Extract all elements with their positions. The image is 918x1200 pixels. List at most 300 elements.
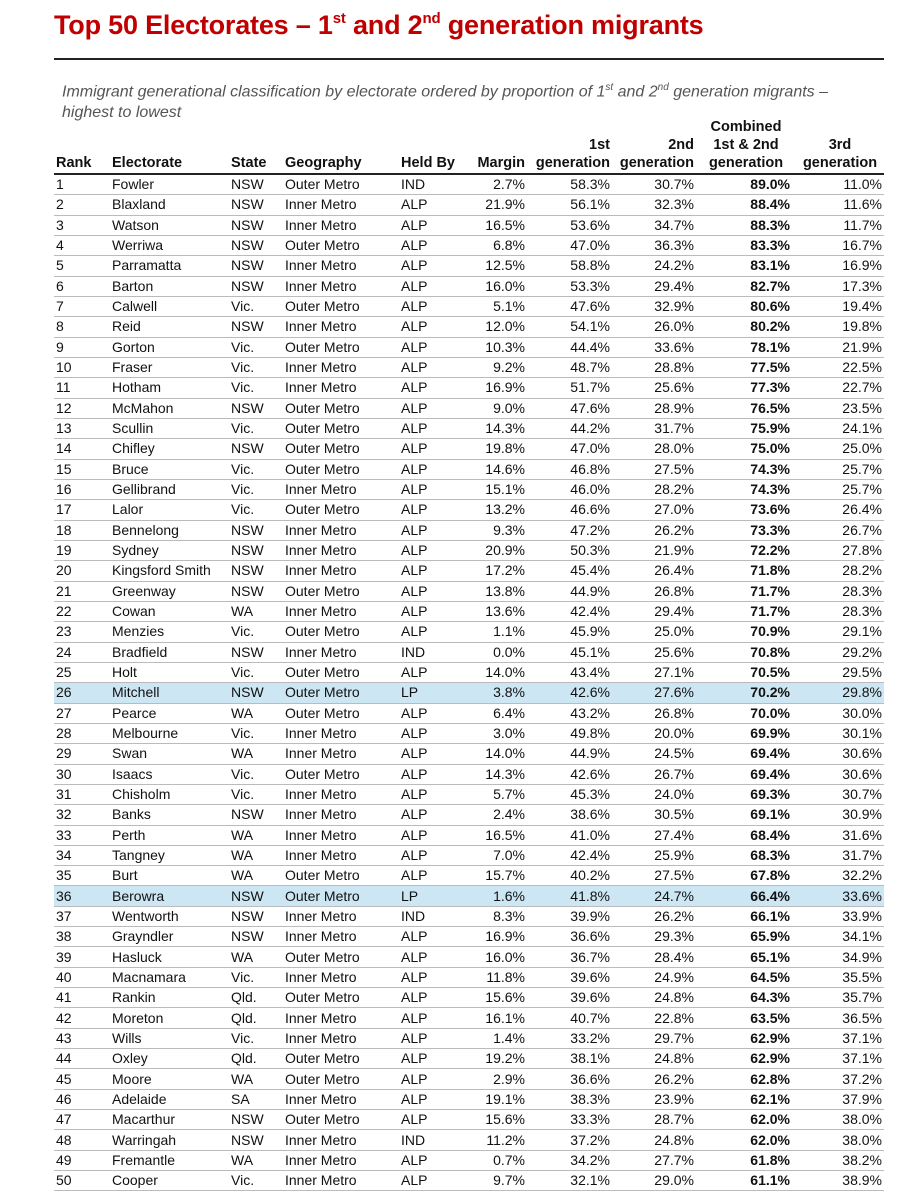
electorate-cell: Blaxland: [110, 195, 229, 215]
electorate-cell: Barton: [110, 276, 229, 296]
first-gen-cell: 44.9%: [527, 581, 612, 601]
rank-cell: 6: [54, 276, 110, 296]
margin-cell: 8.3%: [459, 906, 527, 926]
second-gen-cell: 28.8%: [612, 357, 696, 377]
electorate-cell: Oxley: [110, 1049, 229, 1069]
electorate-cell: Fraser: [110, 357, 229, 377]
first-gen-cell: 45.1%: [527, 642, 612, 662]
margin-cell: 15.1%: [459, 479, 527, 499]
margin-cell: 16.9%: [459, 378, 527, 398]
table-row: [54, 337, 884, 357]
combined-cell: 63.5%: [696, 1008, 796, 1028]
third-gen-cell: 11.6%: [796, 195, 884, 215]
rank-cell: 28: [54, 723, 110, 743]
state-cell: Qld.: [229, 1008, 283, 1028]
held-by-cell: ALP: [399, 540, 459, 560]
electorate-cell: Holt: [110, 662, 229, 682]
margin-cell: 0.0%: [459, 642, 527, 662]
geography-cell: Inner Metro: [283, 1150, 399, 1170]
rank-cell: 12: [54, 398, 110, 418]
held-by-cell: ALP: [399, 967, 459, 987]
second-gen-cell: 26.7%: [612, 764, 696, 784]
third-gen-cell: 22.5%: [796, 357, 884, 377]
second-gen-cell: 27.4%: [612, 825, 696, 845]
combined-cell: 64.5%: [696, 967, 796, 987]
rank-cell: 38: [54, 927, 110, 947]
table-row: [54, 581, 884, 601]
state-cell: NSW: [229, 317, 283, 337]
state-cell: WA: [229, 601, 283, 621]
combined-cell: 77.3%: [696, 378, 796, 398]
electorate-cell: Bruce: [110, 459, 229, 479]
third-gen-cell: 38.9%: [796, 1171, 884, 1191]
electorate-cell: Chisholm: [110, 784, 229, 804]
margin-cell: 12.5%: [459, 256, 527, 276]
first-gen-cell: 47.0%: [527, 439, 612, 459]
state-cell: NSW: [229, 805, 283, 825]
electorates-table: [54, 118, 884, 1191]
first-gen-cell: 58.3%: [527, 174, 612, 195]
table-row: [54, 622, 884, 642]
third-gen-cell: 29.5%: [796, 662, 884, 682]
state-cell: NSW: [229, 642, 283, 662]
first-gen-cell: 40.2%: [527, 866, 612, 886]
second-gen-cell: 29.0%: [612, 1171, 696, 1191]
third-gen-cell: 28.2%: [796, 561, 884, 581]
geography-cell: Outer Metro: [283, 866, 399, 886]
state-cell: Vic.: [229, 296, 283, 316]
third-gen-cell: 26.7%: [796, 520, 884, 540]
third-gen-cell: 29.1%: [796, 622, 884, 642]
margin-cell: 11.8%: [459, 967, 527, 987]
electorate-cell: Hasluck: [110, 947, 229, 967]
rank-cell: 4: [54, 235, 110, 255]
geography-cell: Inner Metro: [283, 540, 399, 560]
geography-cell: Inner Metro: [283, 520, 399, 540]
margin-cell: 5.1%: [459, 296, 527, 316]
col-header-electorate: Electorate: [110, 118, 229, 174]
margin-cell: 13.6%: [459, 601, 527, 621]
margin-cell: 5.7%: [459, 784, 527, 804]
geography-cell: Outer Metro: [283, 947, 399, 967]
third-gen-cell: 17.3%: [796, 276, 884, 296]
held-by-cell: ALP: [399, 1069, 459, 1089]
combined-cell: 69.3%: [696, 784, 796, 804]
rank-cell: 3: [54, 215, 110, 235]
held-by-cell: ALP: [399, 1089, 459, 1109]
geography-cell: Outer Metro: [283, 1069, 399, 1089]
margin-cell: 16.5%: [459, 825, 527, 845]
second-gen-cell: 28.7%: [612, 1110, 696, 1130]
margin-cell: 16.9%: [459, 927, 527, 947]
first-gen-cell: 33.2%: [527, 1028, 612, 1048]
electorate-cell: Menzies: [110, 622, 229, 642]
electorate-cell: Isaacs: [110, 764, 229, 784]
table-row: [54, 1150, 884, 1170]
margin-cell: 3.0%: [459, 723, 527, 743]
held-by-cell: ALP: [399, 296, 459, 316]
table-row: [54, 744, 884, 764]
held-by-cell: ALP: [399, 479, 459, 499]
margin-cell: 13.8%: [459, 581, 527, 601]
state-cell: WA: [229, 947, 283, 967]
state-cell: NSW: [229, 235, 283, 255]
geography-cell: Outer Metro: [283, 703, 399, 723]
electorate-cell: Cowan: [110, 601, 229, 621]
state-cell: NSW: [229, 215, 283, 235]
margin-cell: 1.1%: [459, 622, 527, 642]
rank-cell: 49: [54, 1150, 110, 1170]
third-gen-cell: 19.8%: [796, 317, 884, 337]
first-gen-cell: 44.4%: [527, 337, 612, 357]
rank-cell: 34: [54, 845, 110, 865]
state-cell: SA: [229, 1089, 283, 1109]
state-cell: Qld.: [229, 988, 283, 1008]
margin-cell: 10.3%: [459, 337, 527, 357]
table-row: [54, 805, 884, 825]
table-row: [54, 357, 884, 377]
geography-cell: Inner Metro: [283, 927, 399, 947]
third-gen-cell: 28.3%: [796, 581, 884, 601]
first-gen-cell: 41.8%: [527, 886, 612, 906]
electorate-cell: Macarthur: [110, 1110, 229, 1130]
state-cell: NSW: [229, 256, 283, 276]
rank-cell: 35: [54, 866, 110, 886]
third-gen-cell: 16.9%: [796, 256, 884, 276]
electorate-cell: Wills: [110, 1028, 229, 1048]
margin-cell: 9.0%: [459, 398, 527, 418]
geography-cell: Outer Metro: [283, 398, 399, 418]
third-gen-cell: 30.6%: [796, 744, 884, 764]
first-gen-cell: 44.9%: [527, 744, 612, 764]
second-gen-cell: 24.5%: [612, 744, 696, 764]
second-gen-cell: 24.8%: [612, 988, 696, 1008]
first-gen-cell: 32.1%: [527, 1171, 612, 1191]
margin-cell: 12.0%: [459, 317, 527, 337]
state-cell: Vic.: [229, 500, 283, 520]
combined-cell: 68.4%: [696, 825, 796, 845]
second-gen-cell: 33.6%: [612, 337, 696, 357]
electorate-cell: Parramatta: [110, 256, 229, 276]
rank-cell: 44: [54, 1049, 110, 1069]
table-row: [54, 642, 884, 662]
state-cell: NSW: [229, 927, 283, 947]
combined-cell: 75.0%: [696, 439, 796, 459]
held-by-cell: ALP: [399, 825, 459, 845]
first-gen-cell: 43.4%: [527, 662, 612, 682]
third-gen-cell: 22.7%: [796, 378, 884, 398]
third-gen-cell: 24.1%: [796, 418, 884, 438]
table-row: [54, 784, 884, 804]
held-by-cell: ALP: [399, 845, 459, 865]
combined-cell: 77.5%: [696, 357, 796, 377]
held-by-cell: ALP: [399, 927, 459, 947]
geography-cell: Inner Metro: [283, 845, 399, 865]
combined-cell: 80.6%: [696, 296, 796, 316]
table-row: [54, 540, 884, 560]
combined-cell: 70.2%: [696, 683, 796, 703]
first-gen-cell: 47.6%: [527, 296, 612, 316]
combined-cell: 78.1%: [696, 337, 796, 357]
margin-cell: 13.2%: [459, 500, 527, 520]
rank-cell: 27: [54, 703, 110, 723]
held-by-cell: LP: [399, 683, 459, 703]
rank-cell: 13: [54, 418, 110, 438]
first-gen-cell: 39.6%: [527, 988, 612, 1008]
second-gen-cell: 29.3%: [612, 927, 696, 947]
third-gen-cell: 30.6%: [796, 764, 884, 784]
margin-cell: 15.6%: [459, 1110, 527, 1130]
combined-cell: 70.0%: [696, 703, 796, 723]
table-row: [54, 296, 884, 316]
page-title: Top 50 Electorates – 1st and 2nd generation migrants: [54, 10, 704, 40]
margin-cell: 11.2%: [459, 1130, 527, 1150]
rank-cell: 23: [54, 622, 110, 642]
second-gen-cell: 24.8%: [612, 1049, 696, 1069]
state-cell: Vic.: [229, 662, 283, 682]
geography-cell: Outer Metro: [283, 1049, 399, 1069]
table-row: [54, 459, 884, 479]
first-gen-cell: 36.6%: [527, 927, 612, 947]
held-by-cell: IND: [399, 642, 459, 662]
rank-cell: 47: [54, 1110, 110, 1130]
electorate-cell: Calwell: [110, 296, 229, 316]
third-gen-cell: 37.9%: [796, 1089, 884, 1109]
third-gen-cell: 26.4%: [796, 500, 884, 520]
second-gen-cell: 25.6%: [612, 378, 696, 398]
first-gen-cell: 47.0%: [527, 235, 612, 255]
third-gen-cell: 31.7%: [796, 845, 884, 865]
table-row: [54, 683, 884, 703]
second-gen-cell: 26.2%: [612, 520, 696, 540]
geography-cell: Inner Metro: [283, 744, 399, 764]
state-cell: Vic.: [229, 723, 283, 743]
state-cell: Vic.: [229, 337, 283, 357]
table-row: [54, 723, 884, 743]
first-gen-cell: 34.2%: [527, 1150, 612, 1170]
second-gen-cell: 27.6%: [612, 683, 696, 703]
second-gen-cell: 24.9%: [612, 967, 696, 987]
third-gen-cell: 29.8%: [796, 683, 884, 703]
state-cell: NSW: [229, 439, 283, 459]
table-row: [54, 906, 884, 926]
state-cell: NSW: [229, 683, 283, 703]
table-row: [54, 947, 884, 967]
rank-cell: 21: [54, 581, 110, 601]
third-gen-cell: 29.2%: [796, 642, 884, 662]
combined-cell: 75.9%: [696, 418, 796, 438]
geography-cell: Outer Metro: [283, 500, 399, 520]
rank-cell: 30: [54, 764, 110, 784]
margin-cell: 2.7%: [459, 174, 527, 195]
electorate-cell: Hotham: [110, 378, 229, 398]
held-by-cell: ALP: [399, 1049, 459, 1069]
combined-cell: 83.1%: [696, 256, 796, 276]
state-cell: NSW: [229, 540, 283, 560]
first-gen-cell: 38.3%: [527, 1089, 612, 1109]
col-header-state: State: [229, 118, 283, 174]
col-header-rank: Rank: [54, 118, 110, 174]
second-gen-cell: 29.4%: [612, 276, 696, 296]
table-row: [54, 520, 884, 540]
held-by-cell: ALP: [399, 459, 459, 479]
margin-cell: 6.4%: [459, 703, 527, 723]
col-header-third-gen: 3rd generation: [796, 118, 884, 174]
rank-cell: 31: [54, 784, 110, 804]
third-gen-cell: 28.3%: [796, 601, 884, 621]
electorate-cell: Gellibrand: [110, 479, 229, 499]
table-row: [54, 1130, 884, 1150]
margin-cell: 15.6%: [459, 988, 527, 1008]
third-gen-cell: 30.9%: [796, 805, 884, 825]
combined-cell: 62.0%: [696, 1110, 796, 1130]
state-cell: WA: [229, 866, 283, 886]
rank-cell: 26: [54, 683, 110, 703]
third-gen-cell: 32.2%: [796, 866, 884, 886]
electorate-cell: Tangney: [110, 845, 229, 865]
rank-cell: 14: [54, 439, 110, 459]
margin-cell: 19.8%: [459, 439, 527, 459]
margin-cell: 3.8%: [459, 683, 527, 703]
geography-cell: Inner Metro: [283, 561, 399, 581]
second-gen-cell: 26.2%: [612, 1069, 696, 1089]
third-gen-cell: 25.0%: [796, 439, 884, 459]
combined-cell: 71.7%: [696, 581, 796, 601]
first-gen-cell: 56.1%: [527, 195, 612, 215]
geography-cell: Inner Metro: [283, 1130, 399, 1150]
combined-cell: 76.5%: [696, 398, 796, 418]
held-by-cell: ALP: [399, 947, 459, 967]
rank-cell: 32: [54, 805, 110, 825]
held-by-cell: ALP: [399, 805, 459, 825]
geography-cell: Outer Metro: [283, 581, 399, 601]
geography-cell: Outer Metro: [283, 296, 399, 316]
combined-cell: 69.4%: [696, 744, 796, 764]
electorate-cell: Sydney: [110, 540, 229, 560]
second-gen-cell: 24.0%: [612, 784, 696, 804]
second-gen-cell: 36.3%: [612, 235, 696, 255]
second-gen-cell: 24.8%: [612, 1130, 696, 1150]
first-gen-cell: 37.2%: [527, 1130, 612, 1150]
electorate-cell: Pearce: [110, 703, 229, 723]
held-by-cell: ALP: [399, 317, 459, 337]
margin-cell: 14.0%: [459, 662, 527, 682]
margin-cell: 14.3%: [459, 418, 527, 438]
geography-cell: Inner Metro: [283, 1089, 399, 1109]
col-header-held-by: Held By: [399, 118, 459, 174]
held-by-cell: ALP: [399, 784, 459, 804]
third-gen-cell: 37.1%: [796, 1049, 884, 1069]
first-gen-cell: 42.6%: [527, 683, 612, 703]
second-gen-cell: 26.4%: [612, 561, 696, 581]
state-cell: NSW: [229, 906, 283, 926]
third-gen-cell: 38.2%: [796, 1150, 884, 1170]
second-gen-cell: 26.2%: [612, 906, 696, 926]
rank-cell: 45: [54, 1069, 110, 1089]
state-cell: NSW: [229, 1130, 283, 1150]
electorate-cell: Perth: [110, 825, 229, 845]
table-row: [54, 764, 884, 784]
first-gen-cell: 50.3%: [527, 540, 612, 560]
third-gen-cell: 34.9%: [796, 947, 884, 967]
held-by-cell: ALP: [399, 1028, 459, 1048]
state-cell: Qld.: [229, 1049, 283, 1069]
third-gen-cell: 37.1%: [796, 1028, 884, 1048]
second-gen-cell: 20.0%: [612, 723, 696, 743]
combined-cell: 69.4%: [696, 764, 796, 784]
table-row: [54, 276, 884, 296]
table-row: [54, 1171, 884, 1191]
combined-cell: 73.6%: [696, 500, 796, 520]
margin-cell: 14.6%: [459, 459, 527, 479]
held-by-cell: ALP: [399, 235, 459, 255]
margin-cell: 19.1%: [459, 1089, 527, 1109]
third-gen-cell: 11.7%: [796, 215, 884, 235]
combined-cell: 70.9%: [696, 622, 796, 642]
combined-cell: 62.8%: [696, 1069, 796, 1089]
table-row: [54, 561, 884, 581]
state-cell: WA: [229, 744, 283, 764]
held-by-cell: ALP: [399, 520, 459, 540]
table-row: [54, 1049, 884, 1069]
combined-cell: 62.1%: [696, 1089, 796, 1109]
geography-cell: Outer Metro: [283, 174, 399, 195]
table-row: [54, 703, 884, 723]
geography-cell: Outer Metro: [283, 988, 399, 1008]
geography-cell: Outer Metro: [283, 662, 399, 682]
col-header-first-gen: 1st generation: [527, 118, 612, 174]
second-gen-cell: 31.7%: [612, 418, 696, 438]
combined-cell: 62.0%: [696, 1130, 796, 1150]
table-row: [54, 601, 884, 621]
geography-cell: Inner Metro: [283, 784, 399, 804]
combined-cell: 64.3%: [696, 988, 796, 1008]
combined-cell: 88.3%: [696, 215, 796, 235]
second-gen-cell: 22.8%: [612, 1008, 696, 1028]
title-divider: [54, 58, 884, 60]
first-gen-cell: 46.0%: [527, 479, 612, 499]
third-gen-cell: 19.4%: [796, 296, 884, 316]
second-gen-cell: 29.7%: [612, 1028, 696, 1048]
state-cell: WA: [229, 845, 283, 865]
geography-cell: Inner Metro: [283, 642, 399, 662]
first-gen-cell: 53.6%: [527, 215, 612, 235]
third-gen-cell: 23.5%: [796, 398, 884, 418]
held-by-cell: IND: [399, 174, 459, 195]
table-row: [54, 825, 884, 845]
table-row: [54, 235, 884, 255]
second-gen-cell: 29.4%: [612, 601, 696, 621]
margin-cell: 16.5%: [459, 215, 527, 235]
col-header-combined: Combined 1st & 2nd generation: [696, 118, 796, 174]
rank-cell: 50: [54, 1171, 110, 1191]
combined-cell: 62.9%: [696, 1049, 796, 1069]
held-by-cell: ALP: [399, 764, 459, 784]
margin-cell: 16.0%: [459, 947, 527, 967]
geography-cell: Outer Metro: [283, 886, 399, 906]
table-row: [54, 1089, 884, 1109]
combined-cell: 66.1%: [696, 906, 796, 926]
first-gen-cell: 41.0%: [527, 825, 612, 845]
first-gen-cell: 49.8%: [527, 723, 612, 743]
held-by-cell: ALP: [399, 866, 459, 886]
electorate-cell: Moore: [110, 1069, 229, 1089]
rank-cell: 19: [54, 540, 110, 560]
second-gen-cell: 27.0%: [612, 500, 696, 520]
held-by-cell: ALP: [399, 601, 459, 621]
geography-cell: Inner Metro: [283, 1008, 399, 1028]
combined-cell: 89.0%: [696, 174, 796, 195]
